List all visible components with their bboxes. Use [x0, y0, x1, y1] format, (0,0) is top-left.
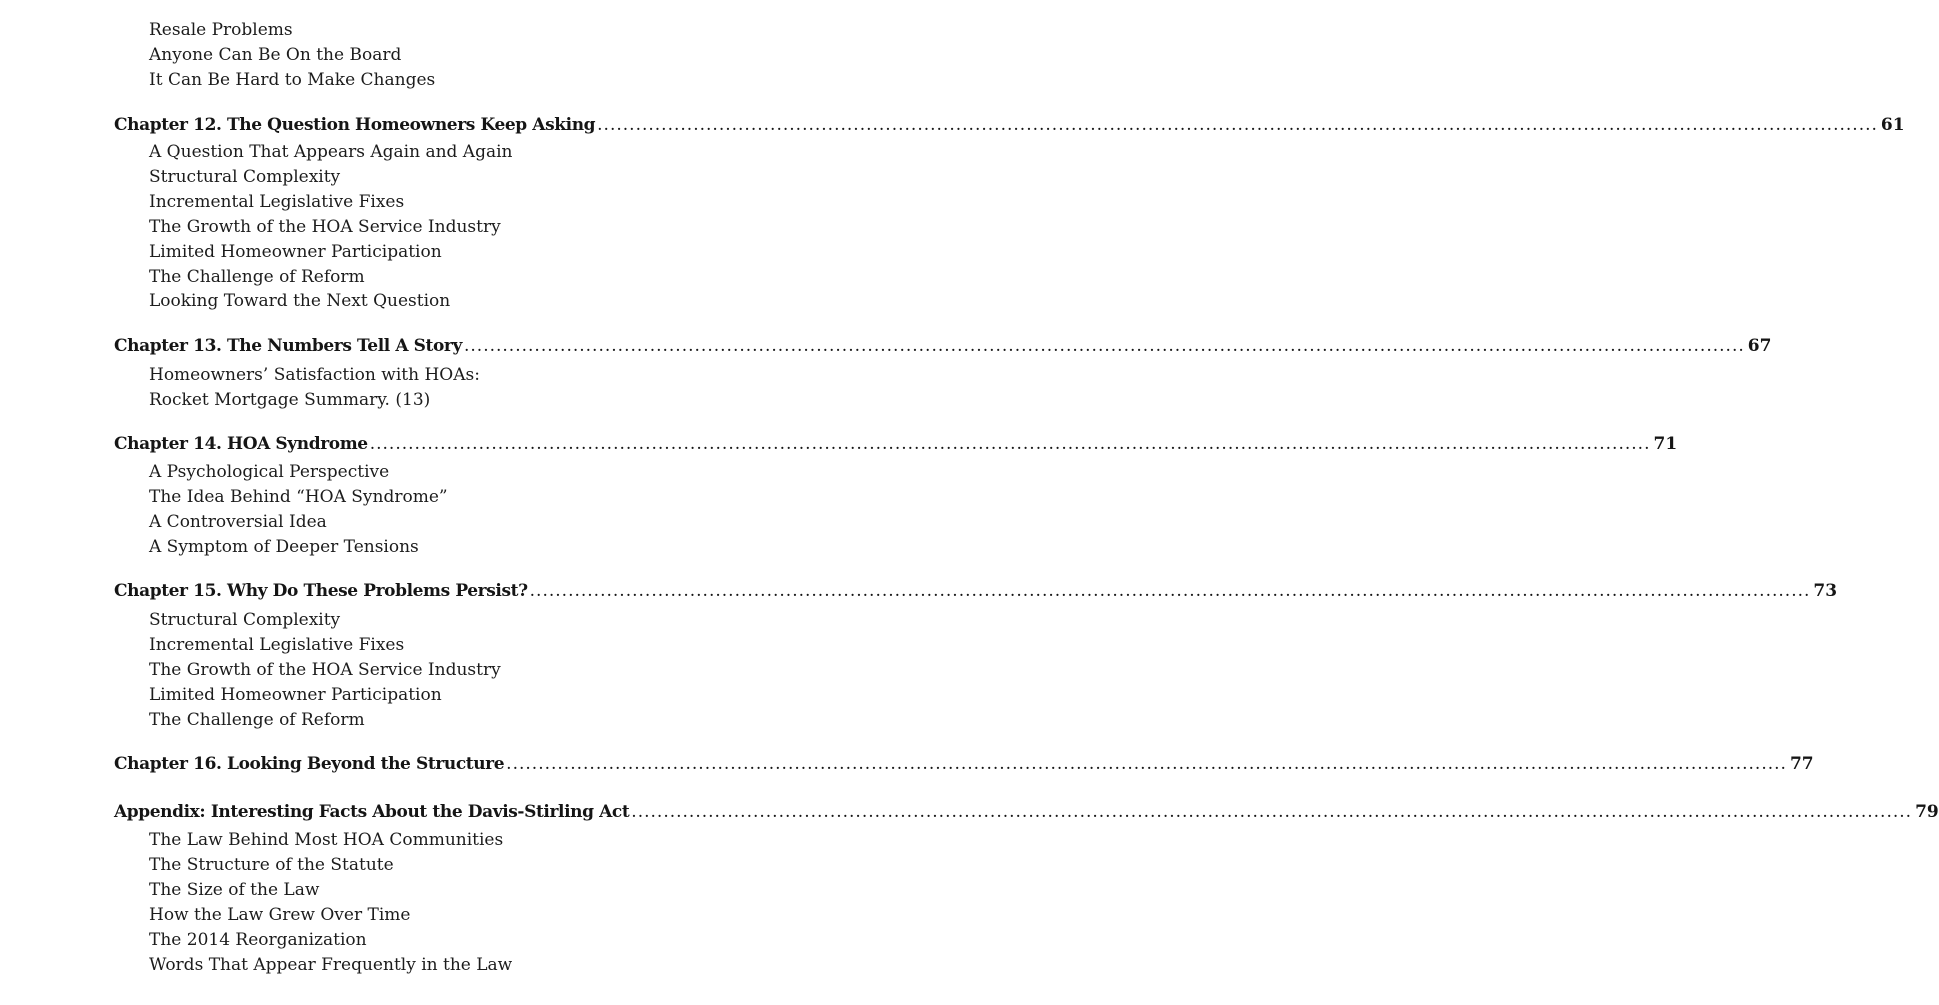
toc-chapter-heading	[114, 433, 1678, 455]
toc-entry: The Growth of the HOA Service Industry	[149, 660, 501, 680]
chapter-title: Chapter 14. HOA Syndrome	[114, 434, 368, 454]
chapter-page-number: 61	[1880, 115, 1905, 135]
toc-chapter-heading	[114, 114, 1905, 136]
toc-entry: Structural Complexity	[149, 167, 341, 187]
toc-chapter-heading	[114, 801, 1939, 823]
toc-chapter-heading	[114, 580, 1838, 602]
toc-entry: The Challenge of Reform	[149, 267, 365, 287]
chapter-page-number: 77	[1789, 754, 1814, 774]
dot-leader: ........................................................................................................................................................................................................	[529, 581, 1811, 601]
toc-entry: How the Law Grew Over Time	[149, 905, 411, 925]
toc-chapter-heading	[114, 335, 1772, 357]
chapter-page-number: 79	[1915, 802, 1939, 822]
toc-entry: It Can Be Hard to Make Changes	[149, 70, 436, 90]
dot-leader: ........................................................................................................................................................................................................	[369, 434, 1651, 454]
toc-entry: Rocket Mortgage Summary. (13)	[149, 390, 431, 410]
toc-entry: The Law Behind Most HOA Communities	[149, 830, 504, 850]
dot-leader: ........................................................................................................................................................................................................	[631, 802, 1913, 822]
chapter-page-number: 67	[1747, 336, 1772, 356]
chapter-title: Chapter 16. Looking Beyond the Structure	[114, 754, 505, 774]
dot-leader: ........................................................................................................................................................................................................	[597, 115, 1878, 135]
toc-entry: The Size of the Law	[149, 880, 320, 900]
chapter-title: Appendix: Interesting Facts About the Davis-Stirling Act	[114, 802, 630, 822]
toc-entry: The Idea Behind “HOA Syndrome”	[149, 487, 448, 507]
toc-entry: The 2014 Reorganization	[149, 930, 367, 950]
chapter-title: Chapter 12. The Question Homeowners Keep Asking	[114, 115, 596, 135]
chapter-title: Chapter 13. The Numbers Tell A Story	[114, 336, 462, 356]
toc-entry: Limited Homeowner Participation	[149, 685, 442, 705]
toc-entry: Limited Homeowner Participation	[149, 242, 442, 262]
toc-entry: The Challenge of Reform	[149, 710, 365, 730]
chapter-title: Chapter 15. Why Do These Problems Persist?	[114, 581, 528, 601]
toc-entry: Incremental Legislative Fixes	[149, 192, 405, 212]
toc-entry: Resale Problems	[149, 20, 293, 40]
toc-entry: A Symptom of Deeper Tensions	[149, 537, 419, 557]
chapter-page-number: 73	[1813, 581, 1838, 601]
toc-entry: Anyone Can Be On the Board	[149, 45, 402, 65]
chapter-page-number: 71	[1653, 434, 1678, 454]
toc-chapter-heading	[114, 753, 1814, 775]
dot-leader: ........................................................................................................................................................................................................	[506, 754, 1787, 774]
toc-entry: The Structure of the Statute	[149, 855, 394, 875]
toc-entry: Incremental Legislative Fixes	[149, 635, 405, 655]
toc-entry: A Psychological Perspective	[149, 462, 390, 482]
toc-entry: Structural Complexity	[149, 610, 341, 630]
toc-entry: A Controversial Idea	[149, 512, 327, 532]
toc-entry: The Growth of the HOA Service Industry	[149, 217, 501, 237]
toc-entry: Homeowners’ Satisfaction with HOAs:	[149, 365, 480, 385]
toc-entry: Words That Appear Frequently in the Law	[149, 955, 513, 975]
dot-leader: ........................................................................................................................................................................................................	[463, 336, 1745, 356]
toc-entry: A Question That Appears Again and Again	[149, 142, 513, 162]
toc-entry: Looking Toward the Next Question	[149, 291, 451, 311]
